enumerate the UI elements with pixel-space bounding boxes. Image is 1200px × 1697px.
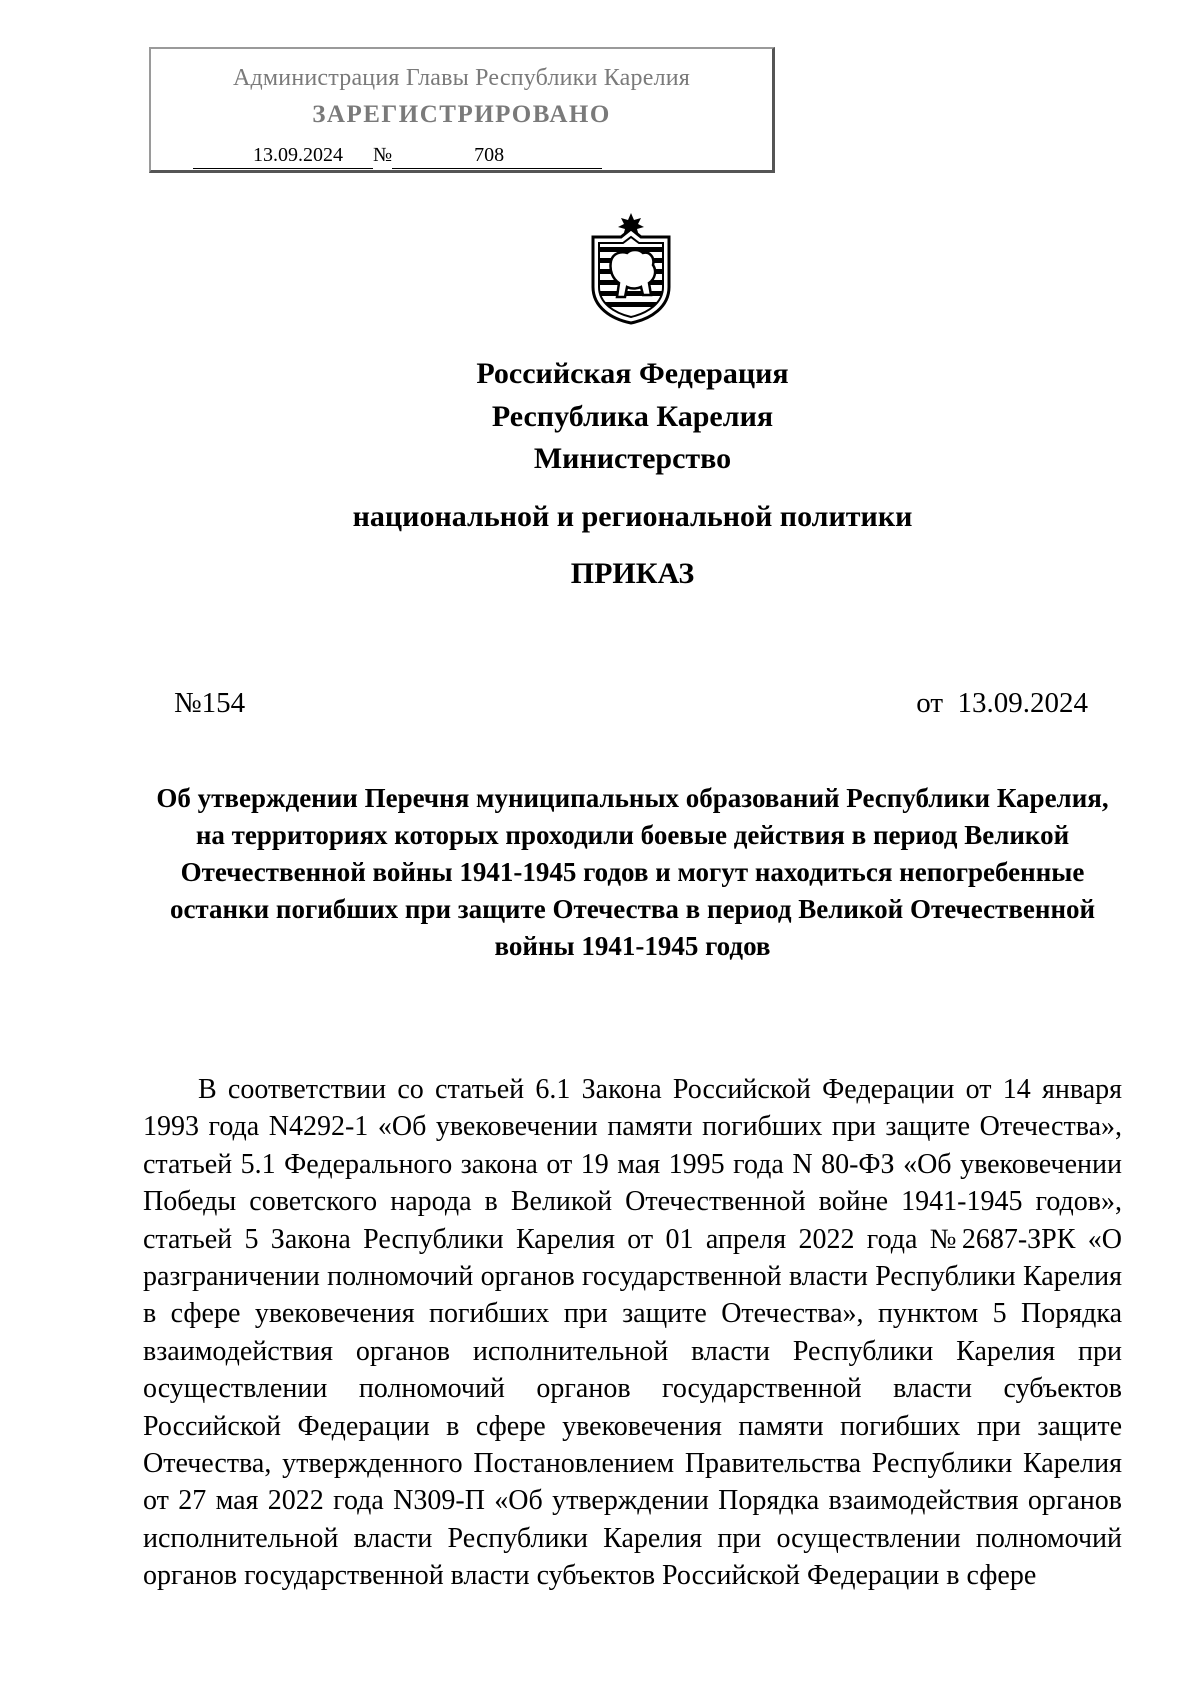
order-date: 13.09.2024 [957,687,1088,719]
registration-stamp [149,47,775,173]
document-type: ПРИКАЗ [570,557,695,590]
body-paragraph: В соответствии со статьей 6.1 Закона Российской Федерации от 14 января 1993 года N4292-1 «Об увековечении памяти погибших при защите Отечества», статьей 5.1 Федерального закона от 19 мая 1995 года N 80-ФЗ «Об увековечении Победы советского народа в Великой Отечественной войне 1941-1945 годов», статьей 5 Закона Республики Карелия от 01 апреля 2022 года №2687-ЗРК «О разграничении полномочий органов государственной власти Республики Карелия в сфере увековечения погибших при защите Отечества», пунктом 5 Порядка взаимодействия органов исполнительной власти Республики Карелия при осуществлении полномочий органов государственной власти субъектов Российской Федерации в сфере увековечения памяти погибших при защите Отечества, утвержденного Постановлением Правительства Республики Карелия от 27 мая 2022 года N309-П «Об утверждении Порядка взаимодействия органов исполнительной власти Республики Карелия при осуществлении полномочий органов государственной власти субъектов Российской Федерации в сфере [143,1074,1122,1592]
stamp-organization: Администрация Главы Республики Карелия [232,65,691,91]
header-ministry-name: национальной и региональной политики [352,500,913,533]
header-ministry: Министерство [533,442,732,475]
stamp-status: ЗАРЕГИСТРИРОВАНО [312,101,611,128]
document-title: Об утверждении Перечня муниципальных образований Республики Карелия, на территориях которых проходили боевые действия в период Великой Отечественной войны 1941-1945 годов и могут находиться непогребенные останки погибших при защите Отечества в период Великой Отечественной войны 1941-1945 годов [156,783,1109,961]
header-region: Республика Карелия [491,400,774,433]
stamp-number: 708 [474,144,505,166]
stamp-date: 13.09.2024 [193,144,373,169]
order-date-line [916,687,1088,720]
order-number: №154 [174,687,246,719]
stamp-number-field [392,144,602,169]
header-country: Российская Федерация [476,357,789,390]
order-date-label: от [916,687,943,719]
stamp-number-sign: № [373,144,393,166]
stamp-registration-line [193,144,602,169]
karelia-coat-of-arms-icon [585,213,677,325]
